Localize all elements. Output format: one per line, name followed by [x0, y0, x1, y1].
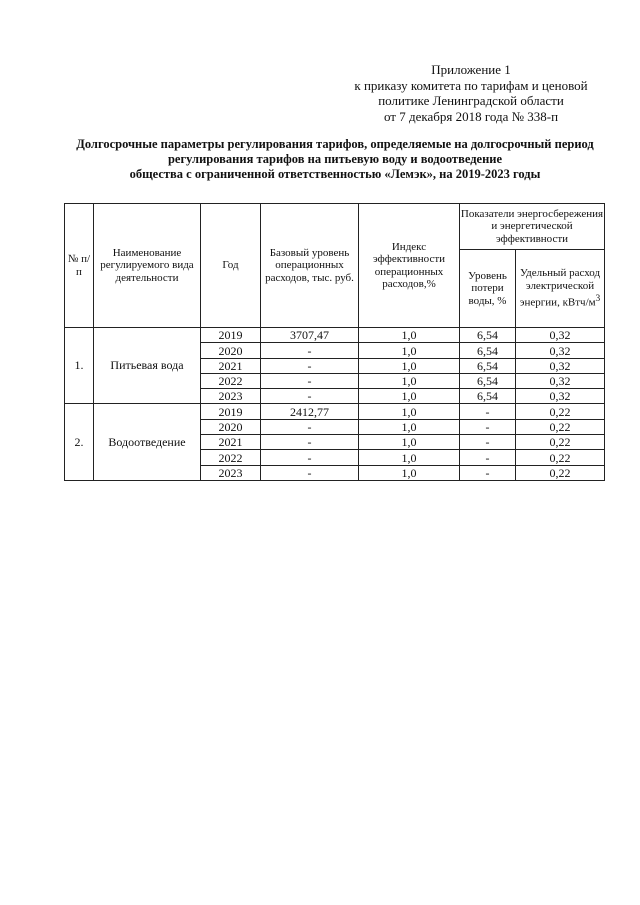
cell-water-losses: - [460, 465, 516, 480]
cell-efficiency-index: 1,0 [359, 328, 460, 343]
appendix-line: политике Ленинградской области [378, 93, 564, 108]
cell-efficiency-index: 1,0 [359, 373, 460, 388]
cell-electricity: 0,22 [516, 435, 605, 450]
cell-year: 2020 [201, 419, 261, 434]
parameters-table [64, 203, 605, 481]
cell-efficiency-index: 1,0 [359, 465, 460, 480]
cell-water-losses: - [460, 419, 516, 434]
appendix-line: Приложение 1 [431, 62, 511, 77]
cell-year: 2019 [201, 404, 261, 419]
cell-year: 2023 [201, 465, 261, 480]
cell-water-losses: - [460, 450, 516, 465]
cell-efficiency-index: 1,0 [359, 404, 460, 419]
cell-base-level: - [261, 389, 359, 404]
cell-year: 2023 [201, 389, 261, 404]
cell-water-losses: 6,54 [460, 358, 516, 373]
cell-year: 2020 [201, 343, 261, 358]
cell-year: 2021 [201, 358, 261, 373]
table-body [65, 328, 605, 481]
appendix-reference [340, 62, 602, 124]
cell-efficiency-index: 1,0 [359, 358, 460, 373]
cell-activity: Водоотведение [94, 404, 201, 480]
cell-year: 2021 [201, 435, 261, 450]
cell-electricity: 0,32 [516, 358, 605, 373]
cell-base-level: - [261, 358, 359, 373]
cell-base-level: 3707,47 [261, 328, 359, 343]
cell-efficiency-index: 1,0 [359, 389, 460, 404]
cell-electricity: 0,22 [516, 465, 605, 480]
cell-electricity: 0,32 [516, 373, 605, 388]
cell-base-level: - [261, 419, 359, 434]
header-electricity-label: Удельный расход электрической энергии, кВтч/м [519, 267, 601, 310]
cell-year: 2022 [201, 450, 261, 465]
header-base-level: Базовый уровень операционных расходов, тыс. руб. [261, 204, 359, 328]
cell-electricity: 0,32 [516, 343, 605, 358]
cell-activity: Питьевая вода [94, 328, 201, 404]
cell-electricity: 0,22 [516, 419, 605, 434]
cell-water-losses: - [460, 435, 516, 450]
cell-electricity: 0,22 [516, 450, 605, 465]
title-line: регулирования тарифов на питьевую воду и водоотведение [167, 152, 503, 166]
cell-base-level: - [261, 373, 359, 388]
cell-electricity: 0,32 [516, 389, 605, 404]
cell-year: 2022 [201, 373, 261, 388]
appendix-line: от 7 декабря 2018 года № 338-п [383, 108, 559, 124]
cell-water-losses: 6,54 [460, 373, 516, 388]
cell-base-level: - [261, 465, 359, 480]
appendix-line: к приказу комитета по тарифам и ценовой [354, 77, 588, 93]
cell-base-level: - [261, 450, 359, 465]
header-year: Год [201, 204, 261, 328]
cell-water-losses: 6,54 [460, 328, 516, 343]
header-electricity-consumption [516, 250, 605, 328]
cell-water-losses: - [460, 404, 516, 419]
cell-row-number: 2. [65, 404, 94, 480]
cell-efficiency-index: 1,0 [359, 419, 460, 434]
cell-year: 2019 [201, 328, 261, 343]
cell-efficiency-index: 1,0 [359, 343, 460, 358]
cell-base-level: 2412,77 [261, 404, 359, 419]
cell-efficiency-index: 1,0 [359, 435, 460, 450]
cell-electricity: 0,32 [516, 328, 605, 343]
cell-efficiency-index: 1,0 [359, 450, 460, 465]
cell-electricity: 0,22 [516, 404, 605, 419]
table-row [65, 404, 605, 419]
cell-water-losses: 6,54 [460, 389, 516, 404]
title-line: общества с ограниченной ответственностью «Лемэк», на 2019-2023 годы [129, 167, 541, 181]
header-num: № п/п [65, 204, 94, 328]
cell-water-losses: 6,54 [460, 343, 516, 358]
header-activity: Наименование регулируемого вида деятельности [94, 204, 201, 328]
header-water-losses: Уровень потери воды, % [460, 250, 516, 328]
table-row [65, 328, 605, 343]
cell-row-number: 1. [65, 328, 94, 404]
title-line: Долгосрочные параметры регулирования тарифов, определяемые на долгосрочный период [76, 137, 594, 151]
cell-base-level: - [261, 343, 359, 358]
document-title [55, 137, 615, 182]
header-electricity-unit-exponent: 3 [595, 293, 601, 304]
header-efficiency-index: Индекс эффективности операционных расходов,% [359, 204, 460, 328]
header-energy-group: Показатели энергосбережения и энергетической эффективности [460, 204, 605, 250]
cell-base-level: - [261, 435, 359, 450]
